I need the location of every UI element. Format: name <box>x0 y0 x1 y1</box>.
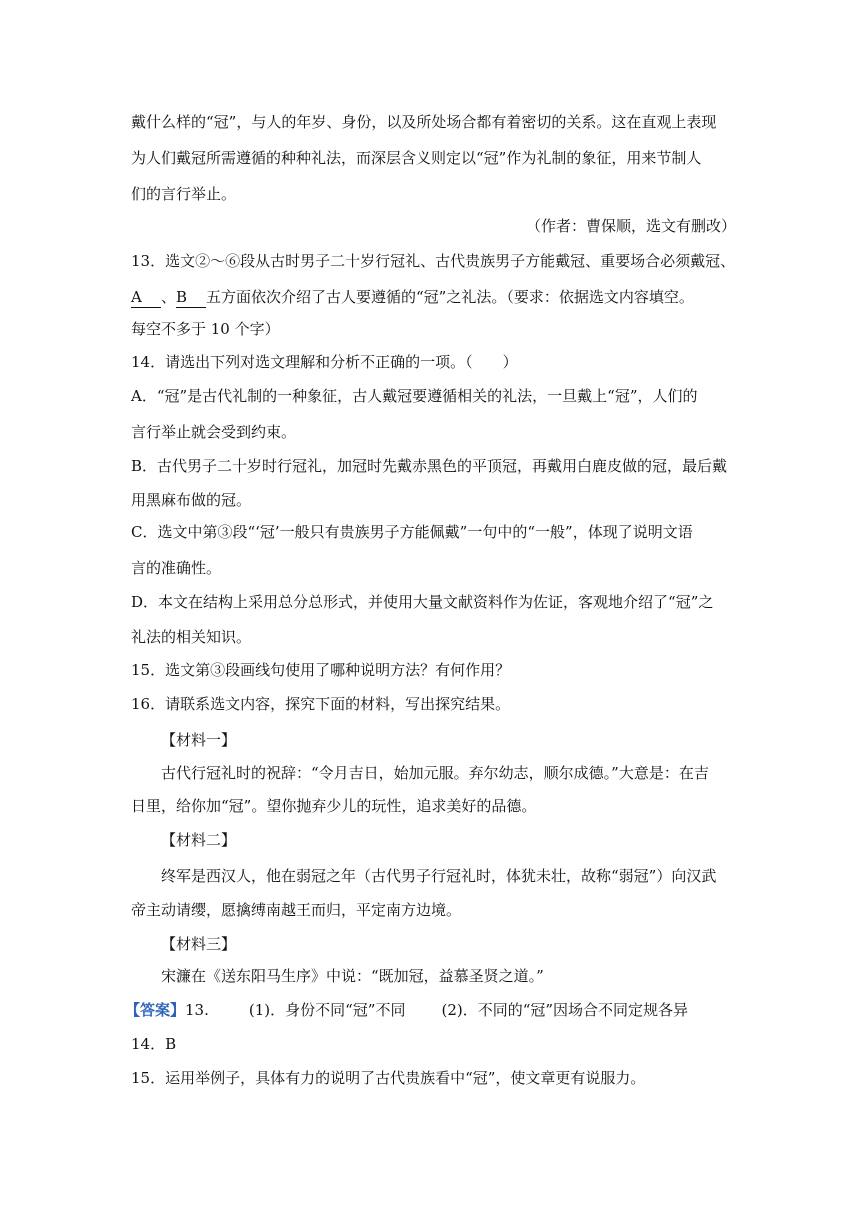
answer-13-line <box>125 1000 740 1020</box>
question-13-line-1: 13．选文②～⑥段从古时男子二十岁行冠礼、古代贵族男子方能戴冠、重要场合必须戴冠、 <box>131 252 736 270</box>
option-d-line-2: 礼法的相关知识。 <box>131 628 252 646</box>
option-c-line-1: C．选文中第③段“‘冠’一般只有贵族男子方能佩戴”一句中的“一般”，体现了说明文语 <box>131 523 693 541</box>
answer-13-part-2: (2)．不同的“冠”因场合不同定规各异 <box>441 1001 689 1019</box>
question-13-line-3: 每空不多于 10 个字） <box>131 320 280 338</box>
blank-a: A <box>131 287 161 308</box>
question-14-stem: 14．请选出下列对选文理解和分析不正确的一项。（ ） <box>131 353 518 371</box>
material-2-line-1: 终军是西汉人，他在弱冠之年（古代男子行冠礼时，体犹未壮，故称“弱冠”）向汉武 <box>161 867 717 885</box>
question-13-line-2-rest: 五方面依次介绍了古人要遵循的“冠”之礼法。（要求：依据选文内容填空。 <box>206 288 694 306</box>
question-13-line-2 <box>131 287 736 308</box>
answer-15: 15．运用举例子，具体有力的说明了古代贵族看中“冠”，使文章更有说服力。 <box>131 1069 646 1087</box>
answer-tag: 【答案】 <box>125 1001 186 1019</box>
answer-13-number: 13. <box>185 1001 209 1019</box>
material-2-line-2: 帝主动请缨，愿擒缚南越王而归，平定南方边境。 <box>131 901 462 919</box>
answer-13-part-1: (1)．身份不同“冠”不同 <box>248 1001 406 1019</box>
blank-separator: 、 <box>161 288 177 306</box>
blank-b: B <box>176 287 206 308</box>
material-1-title: 【材料一】 <box>161 731 237 749</box>
option-a-line-2: 言行举止就会受到约束。 <box>131 423 297 441</box>
passage-line-2: 为人们戴冠所需遵循的种种礼法，而深层含义则定以“冠”作为礼制的象征，用来节制人 <box>131 149 702 167</box>
material-1-line-1: 古代行冠礼时的祝辞：“令月吉日，始加元服。弃尔幼志，顺尔成德。”大意是：在吉 <box>161 764 709 782</box>
option-d-line-1: D．本文在结构上采用总分总形式，并使用大量文献资料作为佐证，客观地介绍了“冠”之 <box>131 593 714 611</box>
material-2-title: 【材料二】 <box>161 831 237 849</box>
material-3-line-1: 宋濂在《送东阳马生序》中说：“既加冠，益慕圣贤之道。” <box>161 967 544 985</box>
material-3-title: 【材料三】 <box>161 935 237 953</box>
passage-line-1: 戴什么样的“冠”，与人的年岁、身份，以及所处场合都有着密切的关系。这在直观上表现 <box>131 113 717 131</box>
answer-14: 14．B <box>131 1035 177 1053</box>
passage-line-3: 们的言行举止。 <box>131 185 237 203</box>
material-1-line-2: 日里，给你加“冠”。望你抛弃少儿的玩性，追求美好的品德。 <box>131 797 537 815</box>
option-b-line-2: 用黑麻布做的冠。 <box>131 491 252 509</box>
author-note: （作者：曹保顺，选文有删改） <box>525 217 736 235</box>
question-15: 15．选文第③段画线句使用了哪种说明方法？有何作用？ <box>131 661 511 679</box>
option-a-line-1: A．“冠”是古代礼制的一种象征，古人戴冠要遵循相关的礼法，一旦戴上“冠”，人们的 <box>131 387 698 405</box>
option-b-line-1: B．古代男子二十岁时行冠礼，加冠时先戴赤黑色的平顶冠，再戴用白鹿皮做的冠，最后戴 <box>131 457 728 475</box>
question-16: 16．请联系选文内容，探究下面的材料，写出探究结果。 <box>131 695 511 713</box>
option-c-line-2: 言的准确性。 <box>131 559 222 577</box>
